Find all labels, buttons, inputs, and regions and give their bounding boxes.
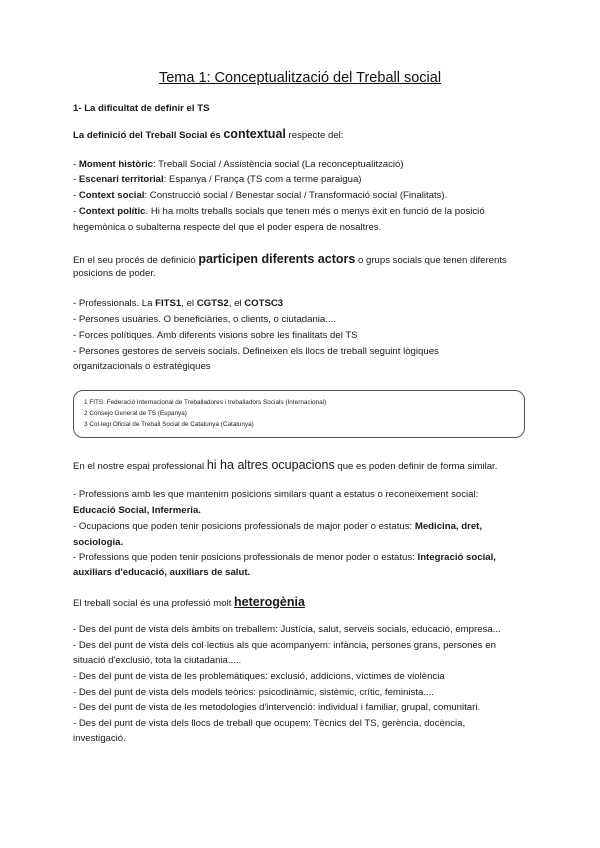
users-text: Persones usuàries. O beneficiàries, o clients, o ciutadania.... bbox=[78, 314, 336, 325]
viewpoint-continuation: situació d'exclusió, tota la ciutadania..... bbox=[73, 655, 242, 666]
occ-higher bbox=[73, 521, 482, 533]
bullet-dash: - bbox=[73, 718, 79, 729]
bullet-dash: - bbox=[73, 552, 79, 563]
bullet-dash: - bbox=[73, 521, 79, 532]
viewpoint-text: Des del punt de vista de les metodologies d'intervenció: individual i familiar, grupal, comunitari. bbox=[78, 702, 481, 713]
actors-professionals bbox=[73, 298, 283, 310]
bullet-dash: - bbox=[73, 314, 79, 325]
context-item bbox=[73, 159, 404, 171]
bullet-dash: - bbox=[73, 298, 79, 309]
occ-higher-text: Ocupacions que poden tenir posicions professionals de major poder o estatus: bbox=[78, 521, 415, 532]
occupations-emphasis: hi ha altres ocupacions bbox=[206, 458, 335, 472]
viewpoint-item bbox=[73, 687, 434, 699]
bullet-dash: - bbox=[73, 687, 79, 698]
fits-label: FITS1 bbox=[155, 298, 182, 309]
heterogeneous-pre: El treball social és una professió molt bbox=[73, 598, 235, 609]
viewpoint-text: Des del punt de vista dels col·lectius als que acompanyem: infància, persones grans, persones en bbox=[78, 640, 496, 651]
occupations-line bbox=[73, 459, 497, 473]
document-title: Tema 1: Conceptualització del Treball social bbox=[158, 70, 442, 86]
occ-higher-bold-2: sociologia. bbox=[73, 537, 124, 548]
actors-post: o grups socials que tenen diferents bbox=[355, 255, 507, 266]
bullet-dash: - bbox=[73, 330, 79, 341]
intro-post: respecte del: bbox=[285, 130, 344, 141]
footnote: 2 Consejo General de TS (Espanya) bbox=[84, 410, 187, 417]
actors-managers bbox=[73, 346, 439, 358]
actors-line bbox=[73, 253, 507, 267]
occ-higher-bold: Medicina, dret, bbox=[414, 521, 483, 532]
bullet-dash: - bbox=[73, 671, 79, 682]
bullet-dash: - bbox=[73, 174, 79, 185]
occupations-post: que es poden definir de forma similar. bbox=[334, 461, 498, 472]
context-item bbox=[73, 190, 447, 202]
intro-pre: La definició del Treball Social és bbox=[73, 130, 224, 141]
bullet-dash: - bbox=[73, 640, 79, 651]
occ-similar-text: Professions amb les que mantenim posicions similars quant a estatus o reconeixement social: bbox=[78, 489, 479, 500]
viewpoint-item bbox=[73, 624, 501, 636]
viewpoint-item bbox=[73, 702, 480, 714]
context-continuation: hegemònica o subalterna respecte del que el poder espera de nosaltres. bbox=[73, 222, 382, 233]
actors-political bbox=[73, 330, 358, 342]
context-text: : Espanya / França (TS com a terme paraigua) bbox=[163, 174, 362, 185]
context-label: Moment històric bbox=[78, 159, 153, 170]
bullet-dash: - bbox=[73, 159, 79, 170]
intro-emphasis: contextual bbox=[223, 127, 286, 141]
viewpoint-text: Des del punt de vista dels models teòrics: psicodinàmic, sistèmic, crític, feminista.... bbox=[78, 687, 434, 698]
context-item bbox=[73, 174, 362, 186]
context-label: Escenari territorial bbox=[78, 174, 164, 185]
context-text: . Hi ha molts treballs socials que tenen més o menys èxit en funció de la posició bbox=[145, 206, 485, 217]
actors-line-2: posicions de poder. bbox=[73, 268, 156, 279]
heterogeneous-emphasis: heterogènia bbox=[234, 595, 305, 609]
sep: , el bbox=[181, 298, 197, 309]
bullet-dash: - bbox=[73, 190, 79, 201]
viewpoint-text: Des del punt de vista dels llocs de treball que ocupem: Tècnics del TS, gerència, docència, bbox=[78, 718, 466, 729]
viewpoint-continuation: investigació. bbox=[73, 733, 126, 744]
actors-pre: En el seu procés de definició bbox=[73, 255, 199, 266]
cgts-label: CGTS2 bbox=[196, 298, 229, 309]
section-heading: 1- La dificultat de definir el TS bbox=[73, 103, 210, 114]
bullet-dash: - bbox=[73, 624, 79, 635]
context-label: Context social bbox=[78, 190, 145, 201]
prof-text: Professionals. La bbox=[78, 298, 156, 309]
footnote: 3 Col·legi Oficial de Treball Social de Catalunya (Catalunya) bbox=[84, 421, 254, 428]
occ-similar bbox=[73, 489, 478, 501]
viewpoint-item bbox=[73, 718, 465, 730]
intro-line bbox=[73, 128, 343, 142]
political-text: Forces polítiques. Amb diferents visions sobre les finalitats del TS bbox=[78, 330, 358, 341]
sep: , el bbox=[228, 298, 245, 309]
heterogeneous-line bbox=[73, 596, 305, 610]
occ-lower bbox=[73, 552, 496, 564]
footnotes-box bbox=[73, 390, 525, 438]
bullet-dash: - bbox=[73, 702, 79, 713]
viewpoint-item bbox=[73, 640, 496, 652]
context-label: Context polític bbox=[78, 206, 146, 217]
context-text: : Treball Social / Assistència social (La reconceptualització) bbox=[152, 159, 404, 170]
actors-managers-cont: organitzacionals o estratègiques bbox=[73, 361, 211, 372]
occ-similar-bold: Educació Social, Infermeria. bbox=[73, 505, 201, 516]
occ-lower-text: Professions que poden tenir posicions professionals de menor poder o estatus: bbox=[78, 552, 418, 563]
bullet-dash: - bbox=[73, 489, 79, 500]
context-item bbox=[73, 206, 485, 218]
footnote: 1 FITS: Federació Internacional de Treballadores i treballadors Socials (Internacional) bbox=[84, 399, 327, 406]
occ-lower-bold: Integració social, bbox=[417, 552, 496, 563]
bullet-dash: - bbox=[73, 206, 79, 217]
occ-lower-bold-2: auxiliars d'educació, auxiliars de salut. bbox=[73, 567, 251, 578]
occupations-pre: En el nostre espai professional bbox=[73, 461, 207, 472]
managers-text: Persones gestores de serveis socials. Defineixen els llocs de treball seguint lògiques bbox=[78, 346, 439, 357]
viewpoint-item bbox=[73, 671, 445, 683]
cotsc-label: COTSC3 bbox=[244, 298, 284, 309]
bullet-dash: - bbox=[73, 346, 79, 357]
viewpoint-text: Des del punt de vista de les problemàtiques: exclusió, addicions, víctimes de violència bbox=[78, 671, 445, 682]
actors-users bbox=[73, 314, 336, 326]
context-text: : Construcció social / Benestar social / Transformació social (Finalitats). bbox=[144, 190, 448, 201]
viewpoint-text: Des del punt de vista dels àmbits on treballem: Justícia, salut, serveis socials, educació, empresa... bbox=[78, 624, 501, 635]
actors-emphasis: participen diferents actors bbox=[198, 252, 356, 266]
